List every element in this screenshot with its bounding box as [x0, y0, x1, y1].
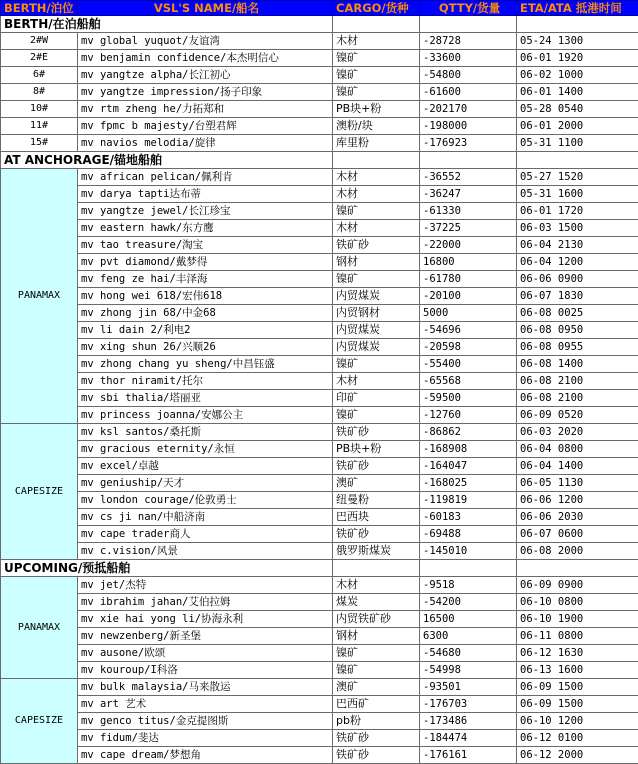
cargo-cell: 铁矿砂: [333, 526, 420, 543]
cargo-cell: PB块+粉: [333, 441, 420, 458]
qtty-cell: -37225: [420, 220, 517, 237]
eta-cell: 06-11 0800: [517, 628, 638, 645]
vessel-name-cell: mv yangtze jewel/长江珍宝: [78, 203, 333, 220]
cargo-cell: 木材: [333, 186, 420, 203]
eta-cell: 06-09 0900: [517, 577, 638, 594]
eta-cell: 06-04 0800: [517, 441, 638, 458]
table-row: [1, 645, 638, 662]
table-row: [1, 458, 638, 475]
eta-cell: 06-06 1200: [517, 492, 638, 509]
empty-cell: [420, 152, 517, 169]
vessel-name-cell: mv london courage/伦敦勇士: [78, 492, 333, 509]
cargo-cell: 纽曼粉: [333, 492, 420, 509]
berth-cell: 10#: [1, 101, 78, 118]
cargo-cell: 内贸铁矿砂: [333, 611, 420, 628]
eta-cell: 06-03 2020: [517, 424, 638, 441]
cargo-cell: 木材: [333, 169, 420, 186]
qtty-cell: -61600: [420, 84, 517, 101]
qtty-cell: -173486: [420, 713, 517, 730]
ship-class-cell: PANAMAX: [1, 577, 78, 679]
vessel-name-cell: mv navios melodia/旋律: [78, 135, 333, 152]
table-row: [1, 424, 638, 441]
eta-cell: 06-09 0520: [517, 407, 638, 424]
qtty-cell: -55400: [420, 356, 517, 373]
berth-section-header: [1, 16, 638, 33]
eta-cell: 05-27 1520: [517, 169, 638, 186]
cargo-cell: 镍矿: [333, 662, 420, 679]
cargo-cell: 煤炭: [333, 594, 420, 611]
eta-cell: 06-10 1900: [517, 611, 638, 628]
qtty-cell: -93501: [420, 679, 517, 696]
eta-cell: 06-12 0100: [517, 730, 638, 747]
vessel-name-cell: mv sbi thalia/塔丽亚: [78, 390, 333, 407]
table-row: [1, 186, 638, 203]
qtty-cell: -69488: [420, 526, 517, 543]
upcoming-section-header: [1, 560, 638, 577]
header-qtty: QTTY/货量: [420, 1, 517, 16]
vessel-name-cell: mv pvt diamond/戴梦得: [78, 254, 333, 271]
table-row: [1, 747, 638, 764]
eta-cell: 05-31 1600: [517, 186, 638, 203]
ship-class-cell: CAPESIZE: [1, 679, 78, 764]
vessel-name-cell: mv ksl santos/桑托斯: [78, 424, 333, 441]
cargo-cell: 铁矿砂: [333, 237, 420, 254]
table-row: [1, 356, 638, 373]
eta-cell: 06-10 1200: [517, 713, 638, 730]
vessel-name-cell: mv fpmc b majesty/台塑君辉: [78, 118, 333, 135]
cargo-cell: 镍矿: [333, 356, 420, 373]
qtty-cell: -36552: [420, 169, 517, 186]
table-row: [1, 696, 638, 713]
berth-cell: 6#: [1, 67, 78, 84]
eta-cell: 06-06 0900: [517, 271, 638, 288]
table-row: [1, 33, 638, 50]
eta-cell: 06-12 1630: [517, 645, 638, 662]
table-row: [1, 628, 638, 645]
vessel-name-cell: mv geniuship/天才: [78, 475, 333, 492]
empty-cell: [333, 560, 420, 577]
table-row: [1, 50, 638, 67]
header-vessel-name: VSL'S NAME/船名: [78, 1, 333, 16]
vessel-name-cell: mv thor niramit/托尔: [78, 373, 333, 390]
cargo-cell: 镍矿: [333, 407, 420, 424]
eta-cell: 06-05 1130: [517, 475, 638, 492]
vessel-name-cell: mv jet/杰特: [78, 577, 333, 594]
cargo-cell: 镍矿: [333, 271, 420, 288]
qtty-cell: -12760: [420, 407, 517, 424]
cargo-cell: pb粉: [333, 713, 420, 730]
qtty-cell: -28728: [420, 33, 517, 50]
qtty-cell: -65568: [420, 373, 517, 390]
eta-cell: 05-31 1100: [517, 135, 638, 152]
vessel-name-cell: mv benjamin confidence/本杰明信心: [78, 50, 333, 67]
cargo-cell: 巴西矿: [333, 696, 420, 713]
vessel-name-cell: mv african pelican/佩利肯: [78, 169, 333, 186]
cargo-cell: 镍矿: [333, 203, 420, 220]
qtty-cell: -22000: [420, 237, 517, 254]
table-row: [1, 441, 638, 458]
cargo-cell: 库里粉: [333, 135, 420, 152]
table-row: [1, 84, 638, 101]
qtty-cell: -20598: [420, 339, 517, 356]
table-row: [1, 271, 638, 288]
empty-cell: [333, 152, 420, 169]
eta-cell: 06-09 1500: [517, 679, 638, 696]
cargo-cell: 铁矿砂: [333, 747, 420, 764]
vessel-name-cell: mv gracious eternity/永恒: [78, 441, 333, 458]
cargo-cell: 铁矿砂: [333, 730, 420, 747]
cargo-cell: 钢材: [333, 628, 420, 645]
vessel-name-cell: mv zhong jin 68/中金68: [78, 305, 333, 322]
eta-cell: 06-07 1830: [517, 288, 638, 305]
eta-cell: 06-01 1720: [517, 203, 638, 220]
vessel-name-cell: mv excel/卓越: [78, 458, 333, 475]
table-row: [1, 713, 638, 730]
header-cargo: CARGO/货种: [333, 1, 420, 16]
table-row: [1, 67, 638, 84]
table-row: [1, 135, 638, 152]
header-row: [1, 1, 638, 16]
qtty-cell: -168025: [420, 475, 517, 492]
eta-cell: 06-01 1400: [517, 84, 638, 101]
table-row: [1, 373, 638, 390]
qtty-cell: -164047: [420, 458, 517, 475]
eta-cell: 06-12 2000: [517, 747, 638, 764]
qtty-cell: -198000: [420, 118, 517, 135]
section-title: UPCOMING/预抵船舶: [1, 560, 333, 577]
eta-cell: 06-02 1000: [517, 67, 638, 84]
vessel-name-cell: mv cape trader商人: [78, 526, 333, 543]
qtty-cell: -119819: [420, 492, 517, 509]
cargo-cell: 镍矿: [333, 84, 420, 101]
cargo-cell: 内贸煤炭: [333, 339, 420, 356]
eta-cell: 06-04 1200: [517, 254, 638, 271]
table-row: [1, 594, 638, 611]
cargo-cell: 木材: [333, 577, 420, 594]
vessel-name-cell: mv newzenberg/新圣堡: [78, 628, 333, 645]
empty-cell: [420, 560, 517, 577]
eta-cell: 06-13 1600: [517, 662, 638, 679]
table-row: [1, 118, 638, 135]
cargo-cell: 铁矿砂: [333, 424, 420, 441]
eta-cell: 05-28 0540: [517, 101, 638, 118]
qtty-cell: -61330: [420, 203, 517, 220]
empty-cell: [517, 560, 638, 577]
qtty-cell: -54696: [420, 322, 517, 339]
qtty-cell: -54800: [420, 67, 517, 84]
qtty-cell: -59500: [420, 390, 517, 407]
cargo-cell: 镍矿: [333, 67, 420, 84]
cargo-cell: 澳矿: [333, 475, 420, 492]
eta-cell: 06-07 0600: [517, 526, 638, 543]
berth-cell: 2#E: [1, 50, 78, 67]
ship-class-cell: CAPESIZE: [1, 424, 78, 560]
empty-cell: [333, 16, 420, 33]
qtty-cell: 5000: [420, 305, 517, 322]
cargo-cell: 钢材: [333, 254, 420, 271]
qtty-cell: 6300: [420, 628, 517, 645]
berth-cell: 11#: [1, 118, 78, 135]
table-row: [1, 475, 638, 492]
qtty-cell: -9518: [420, 577, 517, 594]
section-title: BERTH/在泊船舶: [1, 16, 333, 33]
vessel-name-cell: mv art 艺术: [78, 696, 333, 713]
qtty-cell: -54680: [420, 645, 517, 662]
table-row: [1, 509, 638, 526]
qtty-cell: -54200: [420, 594, 517, 611]
anchorage-section-header: [1, 152, 638, 169]
qtty-cell: -60183: [420, 509, 517, 526]
cargo-cell: 澳粉/块: [333, 118, 420, 135]
header-berth: BERTH/泊位: [1, 1, 78, 16]
vessel-name-cell: mv global yuquot/友谊湾: [78, 33, 333, 50]
cargo-cell: PB块+粉: [333, 101, 420, 118]
cargo-cell: 镍矿: [333, 50, 420, 67]
vessel-name-cell: mv hong wei 618/宏伟618: [78, 288, 333, 305]
table-row: [1, 203, 638, 220]
eta-cell: 06-08 2100: [517, 390, 638, 407]
eta-cell: 06-03 1500: [517, 220, 638, 237]
vessel-name-cell: mv zhong chang yu sheng/中昌钰盛: [78, 356, 333, 373]
qtty-cell: -86862: [420, 424, 517, 441]
table-row: [1, 220, 638, 237]
cargo-cell: 木材: [333, 220, 420, 237]
table-row: [1, 526, 638, 543]
cargo-cell: 铁矿砂: [333, 458, 420, 475]
qtty-cell: -168908: [420, 441, 517, 458]
qtty-cell: -54998: [420, 662, 517, 679]
table-row: [1, 169, 638, 186]
vessel-name-cell: mv fidum/斐达: [78, 730, 333, 747]
table-row: [1, 662, 638, 679]
vessel-name-cell: mv kouroup/I科洛: [78, 662, 333, 679]
table-row: [1, 339, 638, 356]
eta-cell: 06-04 2130: [517, 237, 638, 254]
eta-cell: 06-08 2100: [517, 373, 638, 390]
vessel-name-cell: mv feng ze hai/丰泽海: [78, 271, 333, 288]
empty-cell: [517, 16, 638, 33]
vessel-name-cell: mv xie hai yong li/协海永利: [78, 611, 333, 628]
vessel-name-cell: mv bulk malaysia/马来散运: [78, 679, 333, 696]
cargo-cell: 澳矿: [333, 679, 420, 696]
table-row: [1, 492, 638, 509]
table-row: [1, 407, 638, 424]
vessel-name-cell: mv tao treasure/淘宝: [78, 237, 333, 254]
vessel-name-cell: mv genco titus/金克提图斯: [78, 713, 333, 730]
vessel-name-cell: mv yangtze alpha/长江初心: [78, 67, 333, 84]
vessel-name-cell: mv cape dream/梦想角: [78, 747, 333, 764]
eta-cell: 06-01 2000: [517, 118, 638, 135]
vessel-name-cell: mv cs ji nan/中船济南: [78, 509, 333, 526]
eta-cell: 06-04 1400: [517, 458, 638, 475]
table-row: [1, 237, 638, 254]
eta-cell: 06-09 1500: [517, 696, 638, 713]
empty-cell: [517, 152, 638, 169]
table-row: [1, 390, 638, 407]
table-row: [1, 288, 638, 305]
eta-cell: 06-08 2000: [517, 543, 638, 560]
vessel-name-cell: mv eastern hawk/东方鹰: [78, 220, 333, 237]
cargo-cell: 木材: [333, 33, 420, 50]
vessel-name-cell: mv c.vision/风景: [78, 543, 333, 560]
qtty-cell: -176923: [420, 135, 517, 152]
qtty-cell: -202170: [420, 101, 517, 118]
eta-cell: 06-08 1400: [517, 356, 638, 373]
berth-cell: 15#: [1, 135, 78, 152]
eta-cell: 06-06 2030: [517, 509, 638, 526]
section-title: AT ANCHORAGE/锚地船舶: [1, 152, 333, 169]
ship-class-cell: PANAMAX: [1, 169, 78, 424]
empty-cell: [420, 16, 517, 33]
vessel-name-cell: mv rtm zheng he/力拓郑和: [78, 101, 333, 118]
vessel-name-cell: mv xing shun 26/兴顺26: [78, 339, 333, 356]
table-row: [1, 305, 638, 322]
table-row: [1, 611, 638, 628]
table-row: [1, 322, 638, 339]
vessel-name-cell: mv ausone/欧颂: [78, 645, 333, 662]
qtty-cell: -36247: [420, 186, 517, 203]
table-row: [1, 543, 638, 560]
cargo-cell: 内贸钢材: [333, 305, 420, 322]
eta-cell: 06-10 0800: [517, 594, 638, 611]
table-row: [1, 101, 638, 118]
cargo-cell: 巴西块: [333, 509, 420, 526]
vessel-name-cell: mv li dain 2/利电2: [78, 322, 333, 339]
vessel-name-cell: mv ibrahim jahan/艾伯拉姆: [78, 594, 333, 611]
table-row: [1, 577, 638, 594]
cargo-cell: 内贸煤炭: [333, 322, 420, 339]
cargo-cell: 内贸煤炭: [333, 288, 420, 305]
qtty-cell: -176703: [420, 696, 517, 713]
qtty-cell: -61780: [420, 271, 517, 288]
qtty-cell: -176161: [420, 747, 517, 764]
header-eta: ETA/ATA 抵港时间: [517, 1, 638, 16]
vessel-name-cell: mv darya tapti达布蒂: [78, 186, 333, 203]
berth-cell: 2#W: [1, 33, 78, 50]
qtty-cell: -145010: [420, 543, 517, 560]
vessel-name-cell: mv princess joanna/安娜公主: [78, 407, 333, 424]
qtty-cell: -184474: [420, 730, 517, 747]
table-row: [1, 730, 638, 747]
cargo-cell: 印矿: [333, 390, 420, 407]
table-row: [1, 679, 638, 696]
eta-cell: 06-01 1920: [517, 50, 638, 67]
eta-cell: 06-08 0950: [517, 322, 638, 339]
cargo-cell: 俄罗斯煤炭: [333, 543, 420, 560]
table-row: [1, 254, 638, 271]
qtty-cell: -33600: [420, 50, 517, 67]
qtty-cell: -20100: [420, 288, 517, 305]
cargo-cell: 木材: [333, 373, 420, 390]
vessel-name-cell: mv yangtze impression/扬子印象: [78, 84, 333, 101]
eta-cell: 06-08 0025: [517, 305, 638, 322]
eta-cell: 06-08 0955: [517, 339, 638, 356]
eta-cell: 05-24 1300: [517, 33, 638, 50]
cargo-cell: 镍矿: [333, 645, 420, 662]
berth-cell: 8#: [1, 84, 78, 101]
qtty-cell: 16800: [420, 254, 517, 271]
qtty-cell: 16500: [420, 611, 517, 628]
